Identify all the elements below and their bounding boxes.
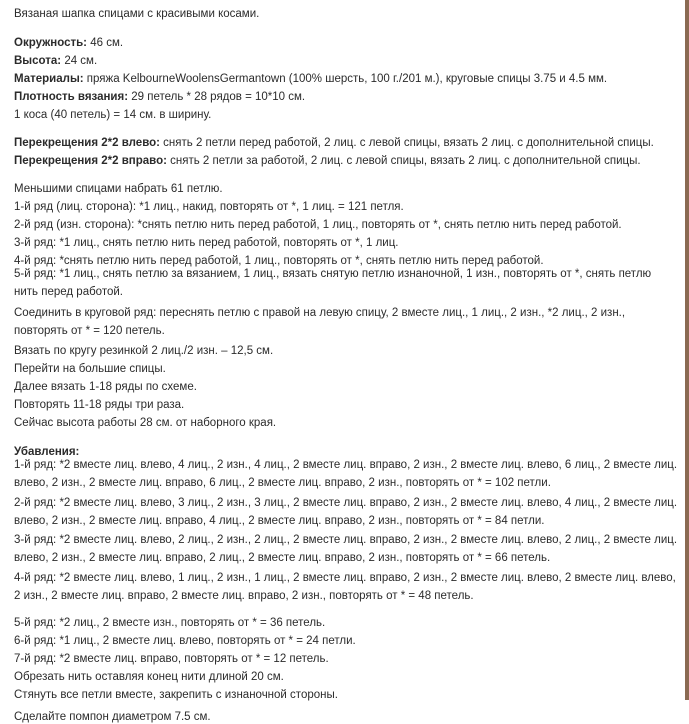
decreases-heading: Убавления: <box>14 446 80 458</box>
decrease-row-2: 2-й ряд: *2 вместе лиц. влево, 3 лиц., 2 изн., 3 лиц., 2 вместе лиц. вправо, 2 изн., 2 вместе лиц. влево, 4 лиц., 2 вместе лиц. влево, 2 изн., 2 вместе лиц. вправо, 4 лиц., 2 вместе лиц. вправо, 2 изн., повторять от * = 84 петли. <box>14 497 678 527</box>
spec-density-value: 29 петель * 28 рядов = 10*10 см. <box>128 91 306 103</box>
instruction-cast-on: Меньшими спицами набрать 61 петлю. <box>14 183 223 195</box>
page-title: Вязаная шапка спицами с красивыми косами. <box>14 8 260 20</box>
decrease-row-7: 7-й ряд: *2 вместе лиц. вправо, повторять от * = 12 петель. <box>14 653 329 665</box>
page-right-border <box>685 0 689 700</box>
instruction-row-3: 3-й ряд: *1 лиц., снять петлю нить перед работой, повторять от *, 1 лиц. <box>14 237 399 249</box>
decrease-row-5: 5-й ряд: *2 лиц., 2 вместе изн., повторять от * = 36 петель. <box>14 617 326 629</box>
instruction-rib: Вязать по кругу резинкой 2 лиц./2 изн. – 12,5 см. <box>14 345 274 357</box>
instruction-join: Соединить в круговой ряд: переснять петлю с правой на левую спицу, 2 вместе лиц., 1 лиц., 2 изн., *2 лиц., 2 изн., повторять от * = 120 петель. <box>14 307 626 337</box>
decrease-row-4: 4-й ряд: *2 вместе лиц. влево, 1 лиц., 2 изн., 1 лиц., 2 вместе лиц. вправо, 2 изн., 2 вместе лиц. влево, 2 вместе лиц. влево, 2 изн., 2 вместе лиц. вправо, 2 вместе лиц. вправо, 2 изн., повторять от * = 48 петель. <box>14 572 676 602</box>
decrease-row-6: 6-й ряд: *1 лиц., 2 вместе лиц. влево, повторять от * = 24 петли. <box>14 635 356 647</box>
instruction-switch-needles: Перейти на большие спицы. <box>14 363 166 375</box>
spec-height-value: 24 см. <box>61 55 98 67</box>
cable-left-definition <box>14 136 654 150</box>
spec-circumference-label: Окружность: <box>14 37 88 49</box>
spec-cable-width: 1 коса (40 петель) = 14 см. в ширину. <box>14 109 212 121</box>
cable-right-definition <box>14 154 641 168</box>
spec-density-label: Плотность вязания: <box>14 91 129 103</box>
spec-height <box>14 54 97 68</box>
spec-circumference-value: 46 см. <box>87 37 124 49</box>
instruction-row-1: 1-й ряд (лиц. сторона): *1 лиц., накид, повторять от *, 1 лиц. = 121 петля. <box>14 201 404 213</box>
instruction-row-4: 4-й ряд: *снять петлю нить перед работой, 1 лиц., повторять от *, снять петлю нить перед работой. <box>14 255 544 267</box>
cable-right-text: снять 2 петли за работой, 2 лиц. с левой спицы, вязать 2 лиц. с дополнительной спицы. <box>166 155 641 167</box>
instruction-chart: Далее вязать 1-18 ряды по схеме. <box>14 381 197 393</box>
instruction-gather: Стянуть все петли вместе, закрепить с изнаночной стороны. <box>14 689 338 701</box>
cable-left-text: снять 2 петли перед работой, 2 лиц. с левой спицы, вязать 2 лиц. с дополнительной спицы. <box>159 137 654 149</box>
instruction-cut-yarn: Обрезать нить оставляя конец нити длиной 20 см. <box>14 671 284 683</box>
decrease-row-1: 1-й ряд: *2 вместе лиц. влево, 4 лиц., 2 изн., 4 лиц., 2 вместе лиц. вправо, 2 изн., 2 вместе лиц. влево, 6 лиц., 2 вместе лиц. влево, 2 изн., 2 вместе лиц. вправо, 6 лиц., 2 вместе лиц. вправо, 2 изн., повторять от * = 102 петли. <box>14 459 678 489</box>
cable-right-label: Перекрещения 2*2 вправо: <box>14 155 167 167</box>
instruction-repeat: Повторять 11-18 ряды три раза. <box>14 399 185 411</box>
spec-density <box>14 90 305 104</box>
instruction-height-now: Сейчас высота работы 28 см. от наборного края. <box>14 417 277 429</box>
instruction-pompom: Сделайте помпон диаметром 7.5 см. <box>14 711 211 723</box>
cable-left-label: Перекрещения 2*2 влево: <box>14 137 160 149</box>
spec-height-label: Высота: <box>14 55 62 67</box>
spec-circumference <box>14 36 123 50</box>
decrease-row-3: 3-й ряд: *2 вместе лиц. влево, 2 лиц., 2 изн., 2 лиц., 2 вместе лиц. вправо, 2 изн., 2 вместе лиц. влево, 2 лиц., 2 вместе лиц. влево, 2 изн., 2 вместе лиц. вправо, 2 лиц., 2 вместе лиц. вправо, 2 изн., повторять от * = 66 петель. <box>14 534 678 564</box>
instruction-row-5: 5-й ряд: *1 лиц., снять петлю за вязанием, 1 лиц., вязать снятую петлю изнаночной, 1 изн., повторять от *, снять петлю нить перед работой. <box>14 268 652 298</box>
spec-materials <box>14 72 607 86</box>
spec-materials-label: Материалы: <box>14 73 84 85</box>
spec-materials-value: пряжа KelbourneWoolensGermantown (100% шерсть, 100 г./201 м.), круговые спицы 3.75 и 4.5 мм. <box>83 73 608 85</box>
instruction-row-2: 2-й ряд (изн. сторона): *снять петлю нить перед работой, 1 лиц., повторять от *, снять петлю нить перед работой. <box>14 219 622 231</box>
